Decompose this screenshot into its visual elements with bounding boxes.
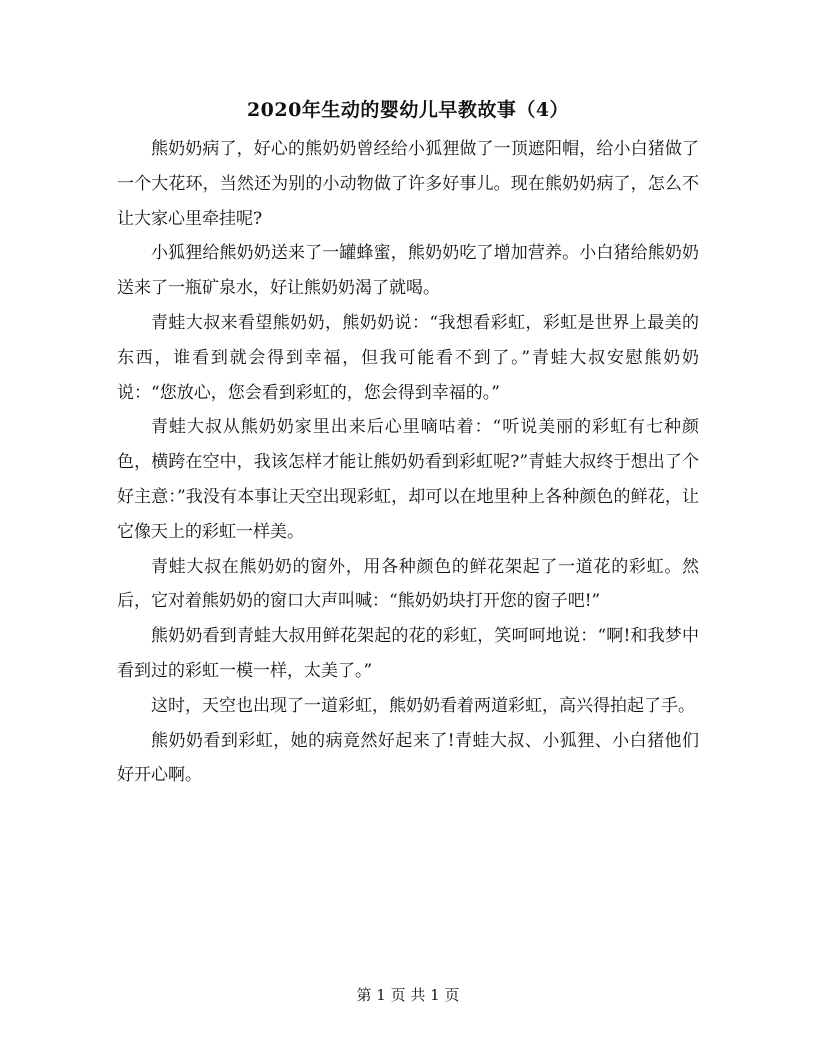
- page-number-footer: 第 1 页 共 1 页: [356, 986, 460, 1004]
- paragraph: 这时，天空也出现了一道彩虹，熊奶奶看着两道彩虹，高兴得拍起了手。: [151, 695, 695, 716]
- document-body: [117, 132, 699, 793]
- paragraph: 青蛙大叔从熊奶奶家里出来后心里嘀咕着：“听说美丽的彩虹有七种颜色，横跨在空中，我该怎样才能让熊奶奶看到彩虹呢?”青蛙大叔终于想出了个好主意：”我没有本事让天空出现彩虹，却可以在地里种上各种颜色的鲜花，让它像天上的彩虹一样美。: [117, 417, 699, 542]
- paragraph: 青蛙大叔来看望熊奶奶，熊奶奶说：“我想看彩虹，彩虹是世界上最美的东西，谁看到就会得到幸福，但我可能看不到了。”青蛙大叔安慰熊奶奶说：“您放心，您会看到彩虹的，您会得到幸福的。”: [117, 312, 699, 403]
- document-title: 2020年生动的婴幼儿早教故事（4）: [246, 99, 570, 121]
- paragraph: 熊奶奶看到青蛙大叔用鲜花架起的花的彩虹，笑呵呵地说：“啊!和我梦中看到过的彩虹一模一样，太美了。”: [117, 626, 699, 681]
- paragraph: 熊奶奶看到彩虹，她的病竟然好起来了!青蛙大叔、小狐狸、小白猪他们好开心啊。: [117, 730, 699, 786]
- paragraph: 熊奶奶病了，好心的熊奶奶曾经给小狐狸做了一顶遮阳帽，给小白猪做了一个大花环，当然还为别的小动物做了许多好事儿。现在熊奶奶病了，怎么不让大家心里牵挂呢?: [117, 139, 699, 229]
- paragraph: 小狐狸给熊奶奶送来了一罐蜂蜜，熊奶奶吃了增加营养。小白猪给熊奶奶送来了一瓶矿泉水，好让熊奶奶渴了就喝。: [117, 243, 699, 299]
- paragraph: 青蛙大叔在熊奶奶的窗外，用各种颜色的鲜花架起了一道花的彩虹。然后，它对着熊奶奶的窗口大声叫喊：“熊奶奶块打开您的窗子吧!”: [117, 556, 699, 612]
